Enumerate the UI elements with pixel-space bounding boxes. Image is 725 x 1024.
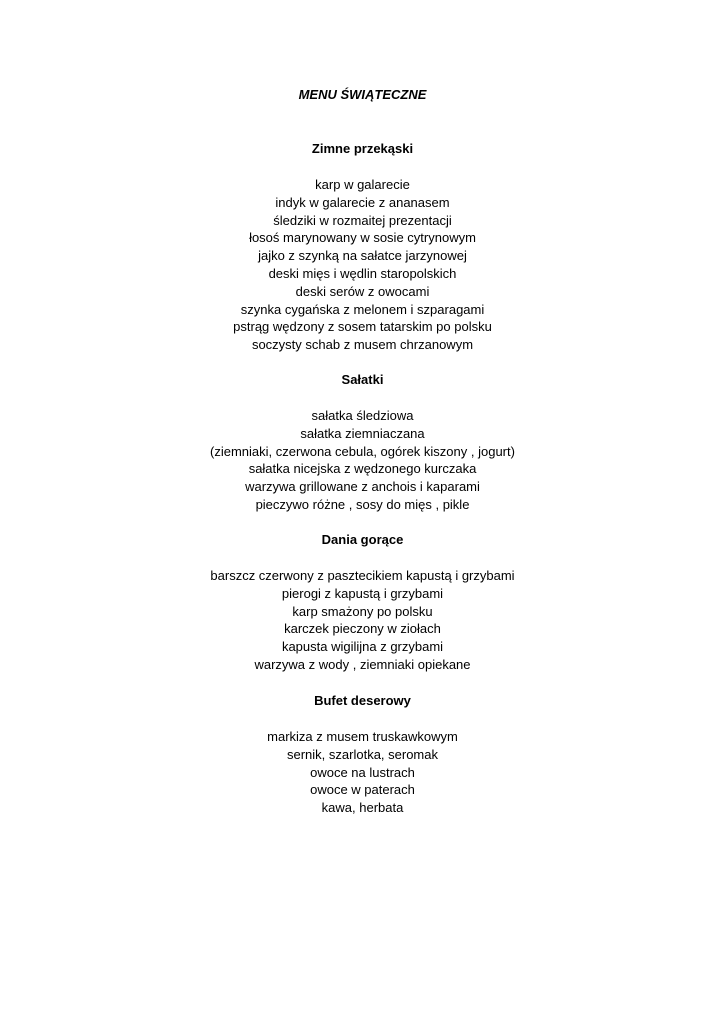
menu-title: MENU ŚWIĄTECZNE — [298, 87, 427, 102]
menu-item-list — [0, 176, 725, 354]
menu-item: łosoś marynowany w sosie cytrynowym — [249, 230, 476, 246]
menu-item: karp w galarecie — [315, 177, 410, 192]
menu-item: sałatka ziemniaczana — [300, 425, 425, 441]
menu-item-list — [0, 407, 725, 514]
section-hot-dishes — [0, 531, 725, 674]
section-heading: Sałatki — [341, 372, 384, 387]
menu-item: warzywa grillowane z anchois i kaparami — [245, 479, 480, 495]
section-heading: Zimne przekąski — [311, 141, 414, 156]
section-heading: Dania gorące — [321, 532, 404, 547]
menu-item: śledziki w rozmaitej prezentacji — [273, 212, 452, 228]
menu-item: markiza z musem truskawkowym — [267, 729, 458, 744]
menu-item: owoce w paterach — [310, 782, 415, 798]
section-dessert-buffet — [0, 692, 725, 817]
menu-item: kapusta wigilijna z grzybami — [281, 639, 444, 655]
menu-item: (ziemniaki, czerwona cebula, ogórek kiszony , jogurt) — [210, 443, 515, 459]
section-salads — [0, 371, 725, 514]
menu-item: deski serów z owocami — [295, 283, 430, 299]
menu-item-list — [0, 567, 725, 674]
menu-item-list — [0, 728, 725, 817]
section-cold-appetizers — [0, 140, 725, 354]
menu-item: szynka cygańska z melonem i szparagami — [240, 301, 485, 317]
menu-item: pstrąg wędzony z sosem tatarskim po polsku — [233, 319, 492, 335]
menu-item: barszcz czerwony z pasztecikiem kapustą i grzybami — [210, 568, 515, 583]
menu-item: sałatka śledziowa — [311, 408, 414, 423]
menu-item: indyk w galarecie z ananasem — [275, 194, 450, 210]
section-heading: Bufet deserowy — [314, 693, 411, 708]
menu-item: karp smażony po polsku — [292, 603, 433, 619]
menu-item: jajko z szynką na sałatce jarzynowej — [258, 248, 467, 264]
menu-item: soczysty schab z musem chrzanowym — [251, 337, 474, 353]
menu-item: deski mięs i wędlin staropolskich — [268, 265, 457, 281]
menu-item: karczek pieczony w ziołach — [284, 621, 441, 637]
menu-item: pierogi z kapustą i grzybami — [281, 585, 444, 601]
menu-item: pieczywo różne , sosy do mięs , pikle — [255, 496, 470, 512]
menu-item: owoce na lustrach — [310, 764, 415, 780]
menu-item: kawa, herbata — [321, 800, 404, 816]
menu-item: sałatka nicejska z wędzonego kurczaka — [248, 461, 477, 477]
menu-item: sernik, szarlotka, seromak — [287, 746, 438, 762]
menu-item: warzywa z wody , ziemniaki opiekane — [254, 656, 471, 672]
